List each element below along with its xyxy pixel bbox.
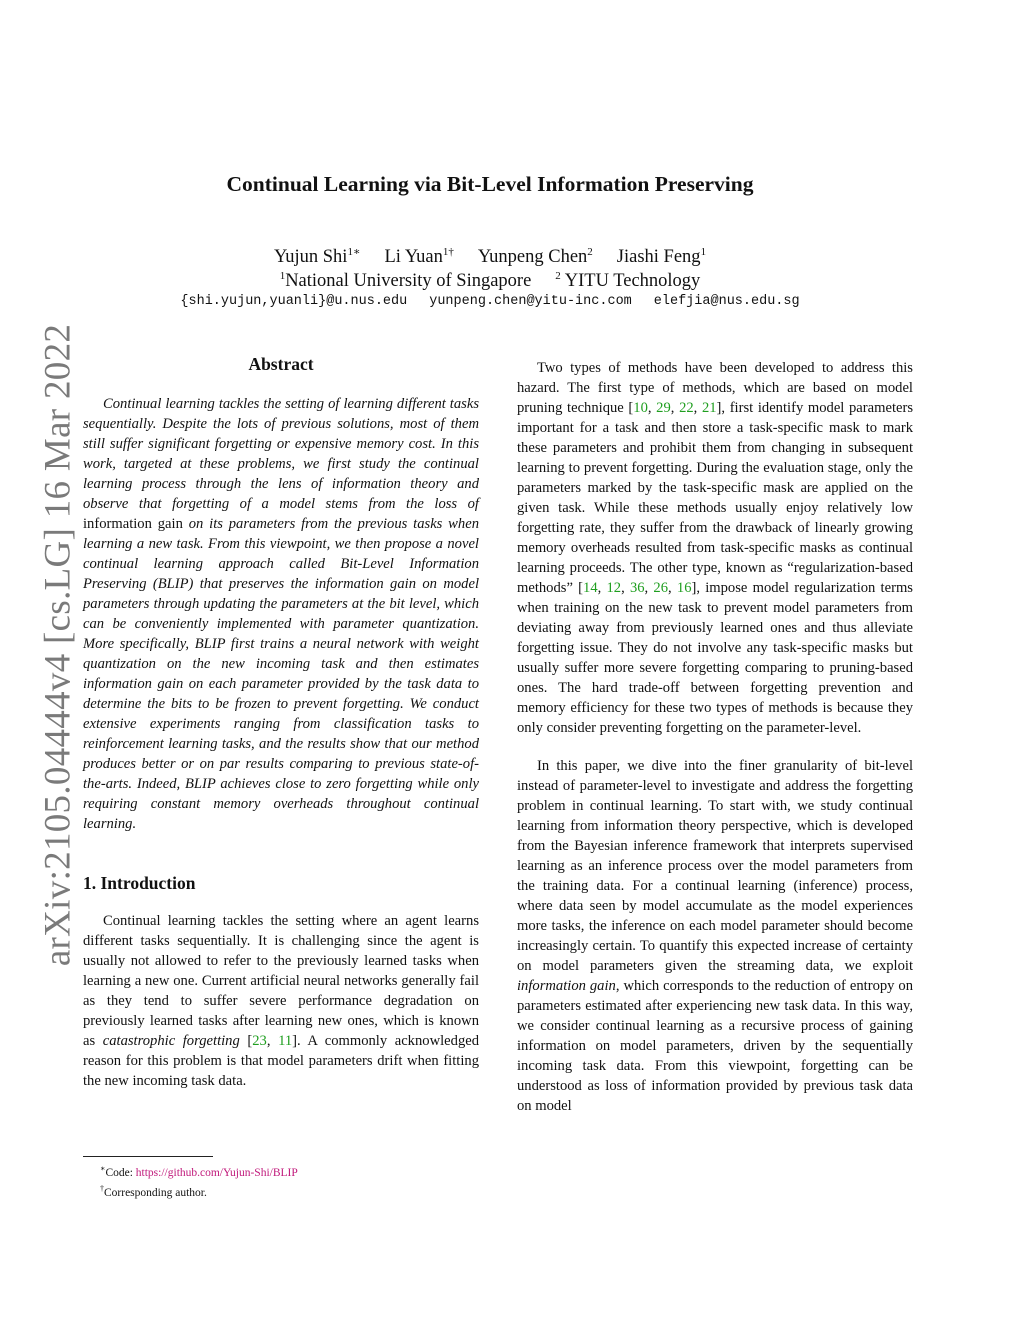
citation-link[interactable]: 16	[676, 580, 692, 596]
footnote-rule	[83, 1156, 213, 1157]
body-paragraph: In this paper, we dive into the finer granularity of bit-level instead of parameter-level to investigate and address the forgetting problem in continual learning. To start with, we study continual learning from information theory perspective, which is developed from the Bayesian inference framework that interprets supervised learning as an inference process over the model parameters from the training data. For a continual learning (inference) process, where data seen by model accumulate as the model experiences more tasks, the inference on each model parameter should become increasingly certain. To quantify this expected increase of certainty on model parameters given the streaming data, we exploit information gain, which corresponds to the reduction of entropy on parameters estimated after experiencing new task data. In this way, we consider continual learning as a recursive process of gaining information on model parameters, driven by the sequentially incoming task data. From this viewpoint, forgetting can be understood as loss of information provided by previous task data on model	[517, 758, 914, 1114]
code-link[interactable]: https://github.com/Yujun-Shi/BLIP	[135, 1166, 298, 1179]
right-column	[517, 358, 913, 1116]
citation-link[interactable]: 29	[656, 400, 671, 416]
footnote-code: ∗Code: https://github.com/Yujun-Shi/BLIP	[100, 1164, 298, 1179]
affiliation: $^2$ YITU Technology	[555, 270, 701, 292]
citation-link[interactable]: 22	[679, 400, 694, 416]
left-column	[83, 354, 479, 1091]
email-list	[120, 292, 860, 312]
arxiv-identifier[interactable]: arXiv:2105.04444v4 [cs.LG] 16 Mar 2022	[37, 323, 79, 967]
introduction-heading: 1. Introduction	[83, 873, 196, 893]
footnote-corresponding: †Corresponding author.	[100, 1183, 207, 1199]
author: Yujun Shi$^{1∗}$	[273, 246, 361, 268]
citation-link[interactable]: 11	[278, 1033, 293, 1049]
introduction-paragraph: Continual learning tackles the setting where an agent learns different tasks sequentially. It is challenging since the agent is usually not allowed to refer to the previously learned tasks when learning a new one. Current artificial neural networks generally fail as they tend to suffer severe performance degradation on previously learned tasks after learning new ones, which is known as catastrophic forgetting [23, 11]. A commonly acknowledged reason for this problem is that model parameters drift when fitting the new incoming task data.	[83, 913, 480, 1089]
author: Yunpeng Chen$^2$	[477, 246, 593, 268]
citation-link[interactable]: 21	[701, 400, 717, 416]
citation-link[interactable]: 23	[252, 1033, 267, 1049]
body-paragraph: Two types of methods have been developed to address this hazard. The first type of methods, which are based on model pruning technique [10, 29, 22, 21], first identify model parameters important for a task and then store a task-specific mask to mark these parameters and prohibit them from changing in subsequent learning to prevent forgetting. During the evaluation stage, only the parameters marked by the task-specific mask are applied on the given task. While these methods usually enjoy relatively low forgetting rate, they suffer from the drawback of linearly growing memory overheads resulted from task-specific masks as continual learning proceeds. The other type, known as “regularization-based methods” [14, 12, 36, 26, 16], impose model regularization terms when training on the new task to prevent model parameters from deviating away from previously learned ones and thus alleviate forgetting issue. They do not involve any task-specific masks but usually suffer more severe forgetting comparing to pruning-based ones. The hard trade-off between forgetting prevention and memory efficiency for these two types of methods is because they only consider preventing forgetting on the parameter-level.	[517, 360, 914, 736]
author: Li Yuan$^{1\dagger}$	[384, 246, 454, 268]
affiliation: $^1$National University of Singapore	[279, 270, 532, 292]
abstract-heading: Abstract	[248, 354, 314, 374]
citation-link[interactable]: 26	[653, 580, 669, 596]
footnotes	[83, 1156, 479, 1201]
citation-link[interactable]: 10	[633, 400, 648, 416]
abstract-text: Continual learning tackles the setting of learning different tasks sequentially. Despite the lots of previous solutions, most of them still suffer significant forgetting or expensive memory cost. In this work, targeted at these problems, we first study the continual learning process through the lens of information theory and observe that forgetting of a model stems from the loss of information gain on its parameters from the previous tasks when learning a new task. From this viewpoint, we then propose a novel continual learning approach called Bit-Level Information Preserving (BLIP) that preserves the information gain on model parameters through updating the parameters at the bit level, which can be conveniently implemented with parameter quantization. More specifically, BLIP first trains a neural network with weight quantization on the new incoming task and then estimates information gain on each parameter provided by the task data to determine the bits to be frozen to prevent forgetting. We conduct extensive experiments ranging from classification tasks to reinforcement learning tasks, and the results show that our method produces better or on par results comparing to previous state-of-the-arts. Indeed, BLIP achieves close to zero forgetting while only requiring constant memory overheads throughout continual learning.	[83, 396, 479, 832]
paper-title: Continual Learning via Bit-Level Information Preserving	[226, 172, 754, 196]
email: {shi.yujun,yuanli}@u.nus.edu	[180, 294, 408, 309]
affiliation-list	[120, 264, 860, 293]
author: Jiashi Feng$^1$	[616, 246, 707, 268]
email: yunpeng.chen@yitu-inc.com	[429, 294, 632, 309]
email: elefjia@nus.edu.sg	[653, 294, 800, 309]
citation-link[interactable]: 12	[606, 580, 622, 596]
citation-link[interactable]: 14	[583, 580, 598, 596]
citation-link[interactable]: 36	[629, 580, 645, 596]
